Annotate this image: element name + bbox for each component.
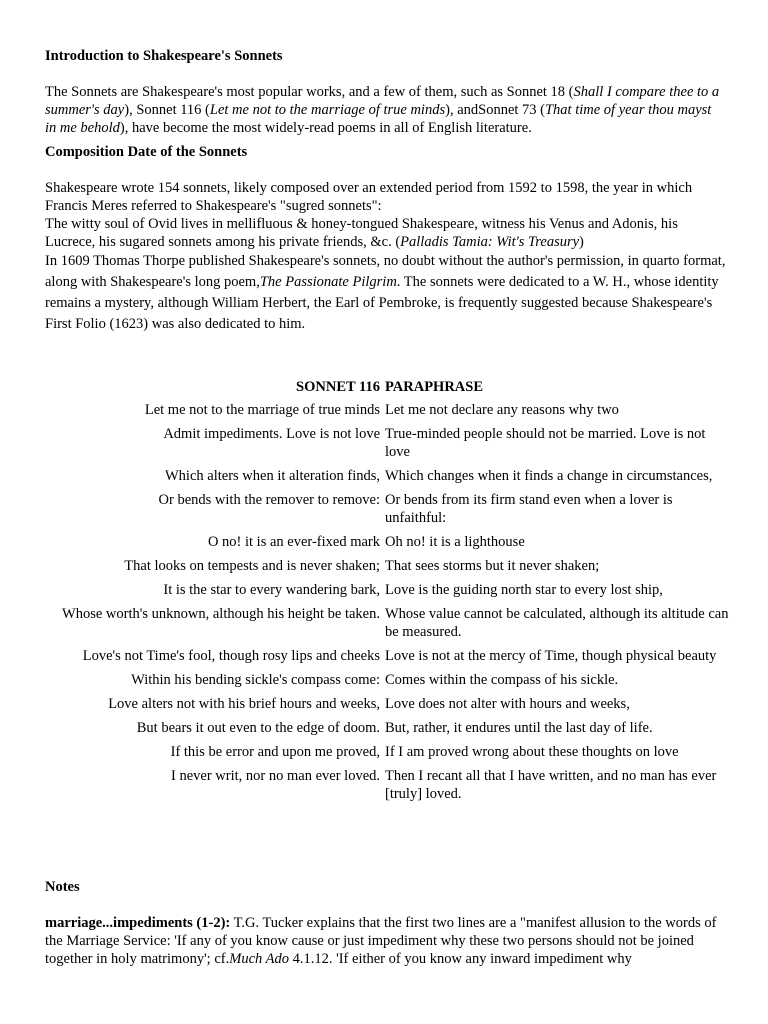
- paraphrase-line: Which changes when it finds a change in circumstances,: [385, 468, 713, 484]
- paraphrase-line: True-minded people should not be married. Love is not love: [385, 426, 706, 460]
- paraphrase-line: Love is not at the mercy of Time, though physical beauty: [385, 648, 717, 664]
- sonnet-line: Or bends with the remover to remove:: [158, 492, 380, 508]
- sonnet-line: Whose worth's unknown, although his height be taken.: [62, 606, 380, 622]
- table-row: [45, 671, 730, 689]
- table-row: [45, 401, 730, 419]
- sonnet-line: Love's not Time's fool, though rosy lips and cheeks: [82, 648, 380, 664]
- sonnet-line: Within his bending sickle's compass come:: [131, 672, 380, 688]
- composition-line-1: Shakespeare wrote 154 sonnets, likely composed over an extended period from 1592 to 1598, the year in which Francis Meres referred to Shakespeare's "sugred sonnets":: [45, 180, 693, 214]
- paraphrase-line: Then I recant all that I have written, and no man has ever [truly] loved.: [385, 768, 717, 802]
- paraphrase-line: Love is the guiding north star to every lost ship,: [385, 582, 663, 598]
- table-row: [45, 695, 730, 713]
- table-row: [45, 425, 730, 461]
- table-row: [45, 605, 730, 641]
- sonnet-line: But bears it out even to the edge of doom.: [136, 720, 380, 736]
- table-row: [45, 767, 730, 803]
- table-row: [45, 719, 730, 737]
- paraphrase-line: That sees storms but it never shaken;: [385, 558, 600, 574]
- note-term: marriage...impediments (1-2):: [45, 915, 231, 931]
- notes-paragraph: marriage...impediments (1-2): T.G. Tucker explains that the first two lines are a "manifest allusion to the words of the Marriage Service: 'If any of you know cause or just impediment why these two persons should not be joined together in holy matrimony'; cf.Much Ado 4.1.12. 'If either of you know any inward impediment why: [45, 915, 717, 967]
- sonnet-line: Let me not to the marriage of true minds: [144, 402, 380, 418]
- table-header-row: [45, 378, 730, 396]
- table-row: [45, 467, 730, 485]
- sonnet-line: Love alters not with his brief hours and weeks,: [108, 696, 380, 712]
- composition-heading: Composition Date of the Sonnets: [45, 144, 248, 160]
- table-row: [45, 743, 730, 761]
- paraphrase-line: Comes within the compass of his sickle.: [385, 672, 619, 688]
- table-row: [45, 491, 730, 527]
- table-row: [45, 533, 730, 551]
- sonnet-line: I never writ, nor no man ever loved.: [171, 768, 380, 784]
- paraphrase-line: Love does not alter with hours and weeks,: [385, 696, 630, 712]
- paraphrase-line: Whose value cannot be calculated, although its altitude can be measured.: [385, 606, 729, 640]
- table-row: [45, 557, 730, 575]
- sonnet-line: That looks on tempests and is never shaken;: [124, 558, 380, 574]
- meres-quote: The witty soul of Ovid lives in mellifluous & honey-tongued Shakespeare, witness his Venus and Adonis, his Lucrece, his sugared sonnets among his private friends, &c. (Palladis Tamia: Wit's Treasury): [45, 216, 678, 250]
- paraphrase-line: If I am proved wrong about these thoughts on love: [385, 744, 679, 760]
- sonnet-column-header: SONNET 116: [296, 379, 380, 395]
- table-row: [45, 581, 730, 599]
- paraphrase-column-header: PARAPHRASE: [385, 379, 484, 395]
- sonnet-line: Which alters when it alteration finds,: [164, 468, 380, 484]
- sonnet-line: It is the star to every wandering bark,: [163, 582, 380, 598]
- intro-paragraph: The Sonnets are Shakespeare's most popular works, and a few of them, such as Sonnet 18 (Shall I compare thee to a summer's day), Sonnet 116 (Let me not to the marriage of true minds), andSonnet 73 (That time of year thou mayst in me behold), have become the most widely-read poems in all of English literature.: [45, 84, 720, 136]
- intro-heading: Introduction to Shakespeare's Sonnets: [45, 48, 283, 64]
- paraphrase-line: Let me not declare any reasons why two: [385, 402, 619, 418]
- notes-heading: Notes: [45, 879, 80, 895]
- paraphrase-line: Or bends from its firm stand even when a lover is unfaithful:: [385, 492, 673, 526]
- sonnet-line: O no! it is an ever-fixed mark: [207, 534, 380, 550]
- composition-paragraph: [45, 179, 727, 335]
- sonnet-paraphrase-table: [45, 378, 730, 809]
- paraphrase-line: Oh no! it is a lighthouse: [385, 534, 525, 550]
- sonnet-line: If this be error and upon me proved,: [170, 744, 380, 760]
- paraphrase-line: But, rather, it endures until the last day of life.: [385, 720, 653, 736]
- sonnet-line: Admit impediments. Love is not love: [163, 426, 380, 442]
- thorpe-paragraph: In 1609 Thomas Thorpe published Shakespeare's sonnets, no doubt without the author's permission, in quarto format, along with Shakespeare's long poem,The Passionate Pilgrim. The sonnets were dedicated to a W. H., whose identity remains a mystery, although William Herbert, the Earl of Pembroke, is frequently suggested because Shakespeare's First Folio (1623) was also dedicated to him.: [45, 253, 726, 332]
- table-row: [45, 647, 730, 665]
